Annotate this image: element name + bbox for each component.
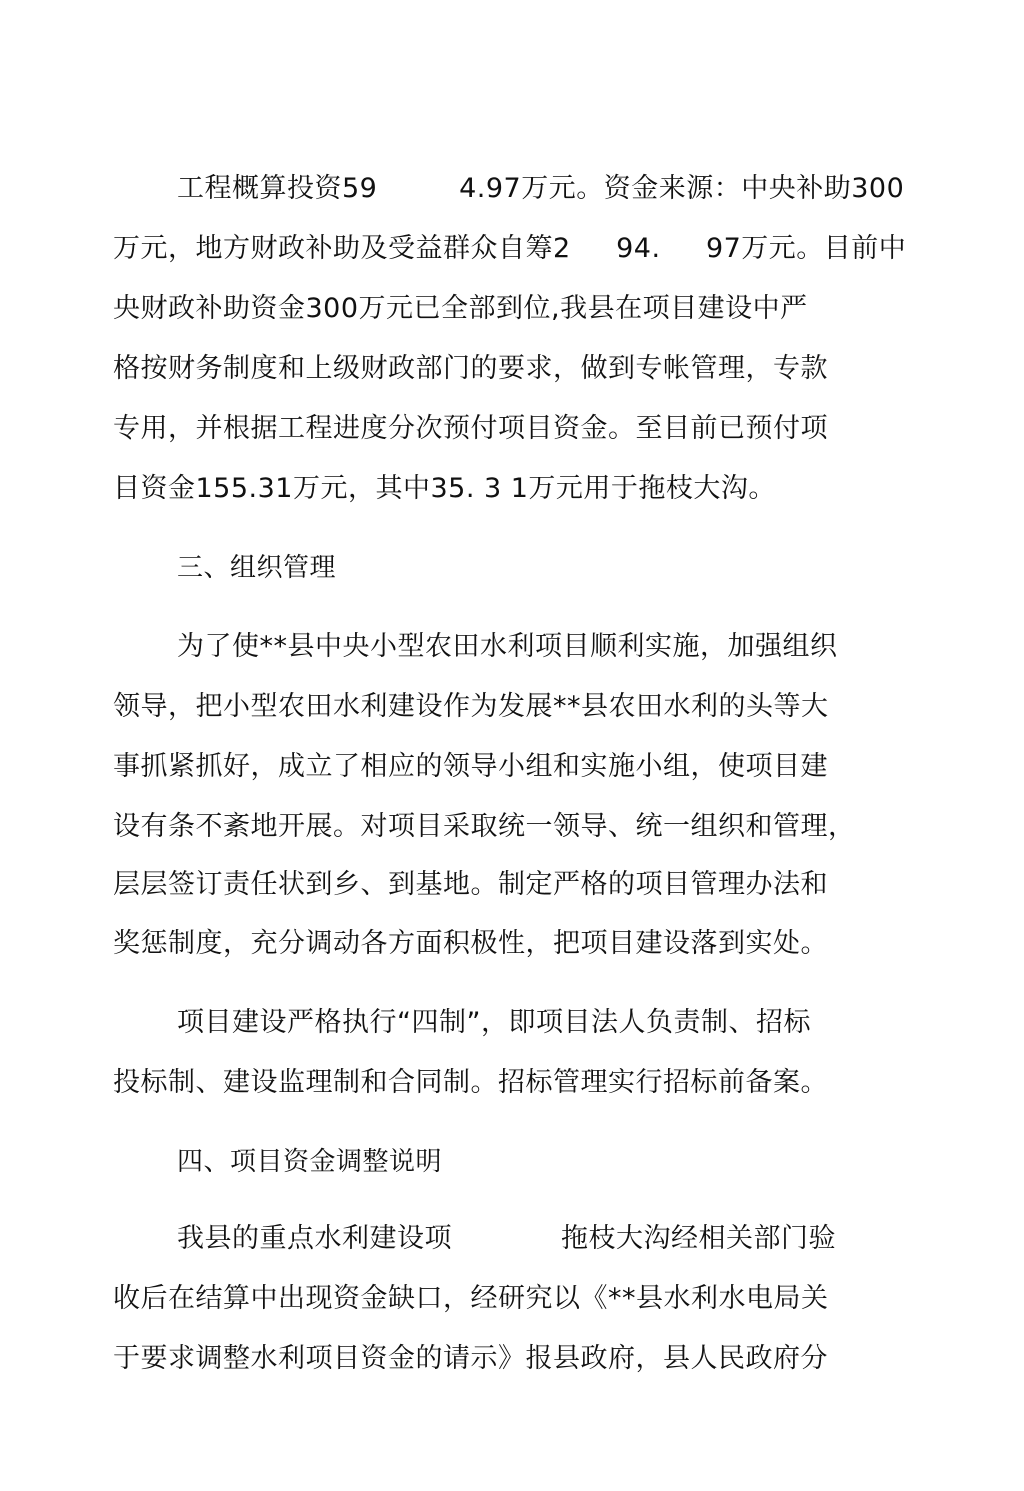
paragraph-investment-line-3: 央财政补助资金300万元已全部到位,我县在项目建设中严 (113, 293, 808, 324)
paragraph-investment-line-5: 专用，并根据工程进度分次预付项目资金。至目前已预付项 (113, 413, 828, 444)
paragraph-four-systems-line-1: 项目建设严格执行“四制”，即项目法人负责制、招标 (177, 1007, 811, 1038)
section-heading-fund-adjustment: 四、项目资金调整说明 (177, 1147, 443, 1177)
paragraph-organization-line-4: 设有条不紊地开展。对项目采取统一领导、统一组织和管理， (113, 811, 856, 842)
paragraph-organization-line-1: 为了使**县中央小型农田水利项目顺利实施，加强组织 (177, 631, 838, 662)
paragraph-organization-line-2: 领导，把小型农田水利建设作为发展**县农田水利的头等大 (113, 691, 829, 722)
paragraph-organization-line-5: 层层签订责任状到乡、到基地。制定严格的项目管理办法和 (113, 869, 828, 900)
paragraph-fund-adjustment-line-2: 收后在结算中出现资金缺口，经研究以《**县水利水电局关 (113, 1283, 829, 1314)
paragraph-organization-line-3: 事抓紧抓好，成立了相应的领导小组和实施小组，使项目建 (113, 751, 828, 782)
paragraph-fund-adjustment-line-1: 我县的重点水利建设项 拖枝大沟经相关部门验 (177, 1223, 836, 1254)
paragraph-investment-line-4: 格按财务制度和上级财政部门的要求，做到专帐管理，专款 (113, 353, 828, 384)
paragraph-four-systems-line-2: 投标制、建设监理制和合同制。招标管理实行招标前备案。 (113, 1067, 828, 1098)
paragraph-fund-adjustment-line-3: 于要求调整水利项目资金的请示》报县政府，县人民政府分 (113, 1343, 828, 1374)
paragraph-organization-line-6: 奖惩制度，充分调动各方面积极性，把项目建设落到实处。 (113, 928, 828, 959)
section-heading-organization: 三、组织管理 (177, 553, 337, 583)
paragraph-investment-line-1: 工程概算投资59 4.97万元。资金来源：中央补助300 (177, 173, 905, 204)
paragraph-investment-line-6: 目资金155.31万元，其中35. 3 1万元用于拖枝大沟。 (113, 473, 776, 504)
paragraph-investment-line-2: 万元，地方财政补助及受益群众自筹2 94. 97万元。目前中 (113, 233, 907, 264)
